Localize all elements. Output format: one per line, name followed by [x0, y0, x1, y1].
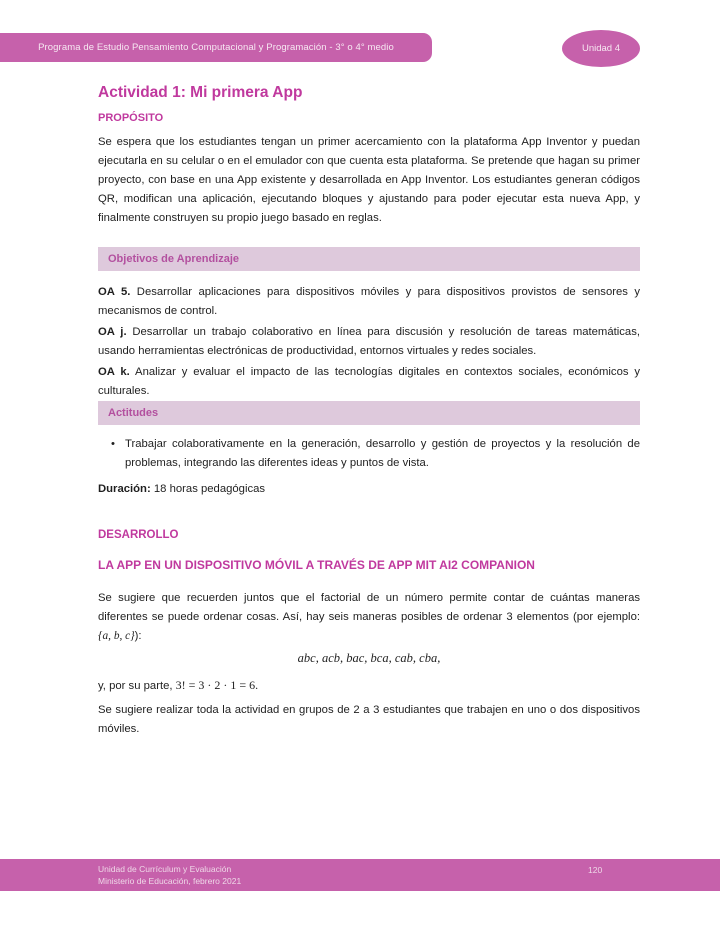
footer-line-1: Unidad de Currículum y Evaluación: [98, 864, 232, 874]
duracion-value: 18 horas pedagógicas: [150, 483, 266, 495]
header-program-label: Programa de Estudio Pensamiento Computacional y Programación - 3° o 4° medio: [38, 42, 394, 53]
oa-item-5: [98, 283, 640, 321]
desarrollo-heading: DESARROLLO: [98, 529, 179, 541]
permutations-formula: abc, acb, bac, bca, cab, cba,: [297, 651, 441, 665]
proposito-heading: PROPÓSITO: [98, 112, 164, 124]
proposito-paragraph: Se espera que los estudiantes tengan un primer acercamiento con la plataforma App Inventor y puedan ejecutarla en su celular o en el emulador con que cuenta esta plataforma. Se pretende que hagan su primer proyecto, con base en una App existente y desarrollada en App Inventor. Los estudiantes generan códigos QR, modifican una aplicación, ejecutando bloques y ajustando para poder ejecutar esta nueva App, y finalmente construyen su propio juego basado en reglas.: [98, 136, 640, 224]
header-bar: [0, 33, 432, 62]
desarrollo-paragraph-1: [98, 589, 640, 646]
factorial-equation: 3! = 3 · 2 · 1 = 6.: [175, 678, 259, 692]
footer-line-2: Ministerio de Educación, febrero 2021: [98, 876, 242, 886]
desarrollo-subheading: LA APP EN UN DISPOSITIVO MÓVIL A TRAVÉS DE APP MIT AI2 COMPANION: [98, 558, 535, 572]
objetivos-band-heading: Objetivos de Aprendizaje: [108, 253, 240, 265]
page-number: 120: [588, 865, 603, 875]
inline-set-notation: {a, b, c}: [98, 630, 135, 642]
oa-item-k-prefix: OA k.: [98, 366, 130, 378]
factorial-line: [98, 676, 640, 696]
objetivos-band: [98, 247, 640, 271]
desarrollo-paragraph-1-text: Se sugiere que recuerden juntos que el factorial de un número permite contar de cuántas maneras diferentes se puede ordenar cosas. Así, hay seis maneras posibles de ordenar 3 elementos (por ejemplo:: [98, 592, 640, 623]
desarrollo-paragraph-1-tail: ):: [134, 630, 142, 642]
actitudes-bullet-item: [98, 435, 640, 473]
unit-badge-label: Unidad 4: [581, 43, 621, 54]
oa-item-j-text: Desarrollar un trabajo colaborativo en línea para discusión y resolución de tareas matemáticas, usando herramientas electrónicas de productividad, entornos virtuales y redes sociales.: [98, 326, 640, 357]
bullet-icon: •: [111, 438, 115, 450]
duracion-line: [98, 480, 640, 499]
activity-title: Actividad 1: Mi primera App: [98, 84, 303, 101]
factorial-line-lead: y, por su parte,: [98, 680, 176, 692]
oa-item-j-prefix: OA j.: [98, 326, 127, 338]
actitudes-bullet-text: Trabajar colaborativamente en la generación, desarrollo y gestión de proyectos y la resolución de problemas, integrando las diferentes ideas y puntos de vista.: [125, 438, 640, 469]
oa-item-5-text: Desarrollar aplicaciones para dispositivos móviles y para dispositivos provistos de sensores y mecanismos de control.: [98, 286, 640, 317]
actitudes-band: [98, 401, 640, 425]
oa-item-k: [98, 363, 640, 401]
actitudes-band-heading: Actitudes: [108, 407, 159, 419]
oa-item-5-prefix: OA 5.: [98, 286, 131, 298]
desarrollo-paragraph-2: Se sugiere realizar toda la actividad en grupos de 2 a 3 estudiantes que trabajen en uno o dos dispositivos móviles.: [98, 704, 640, 735]
duracion-label: Duración:: [98, 483, 151, 495]
footer-credits: [98, 863, 241, 887]
oa-item-k-text: Analizar y evaluar el impacto de las tecnologías digitales en contextos sociales, económicos y culturales.: [98, 366, 641, 397]
footer-bar: [0, 859, 720, 891]
oa-item-j: [98, 323, 640, 361]
unit-badge: [562, 30, 640, 67]
